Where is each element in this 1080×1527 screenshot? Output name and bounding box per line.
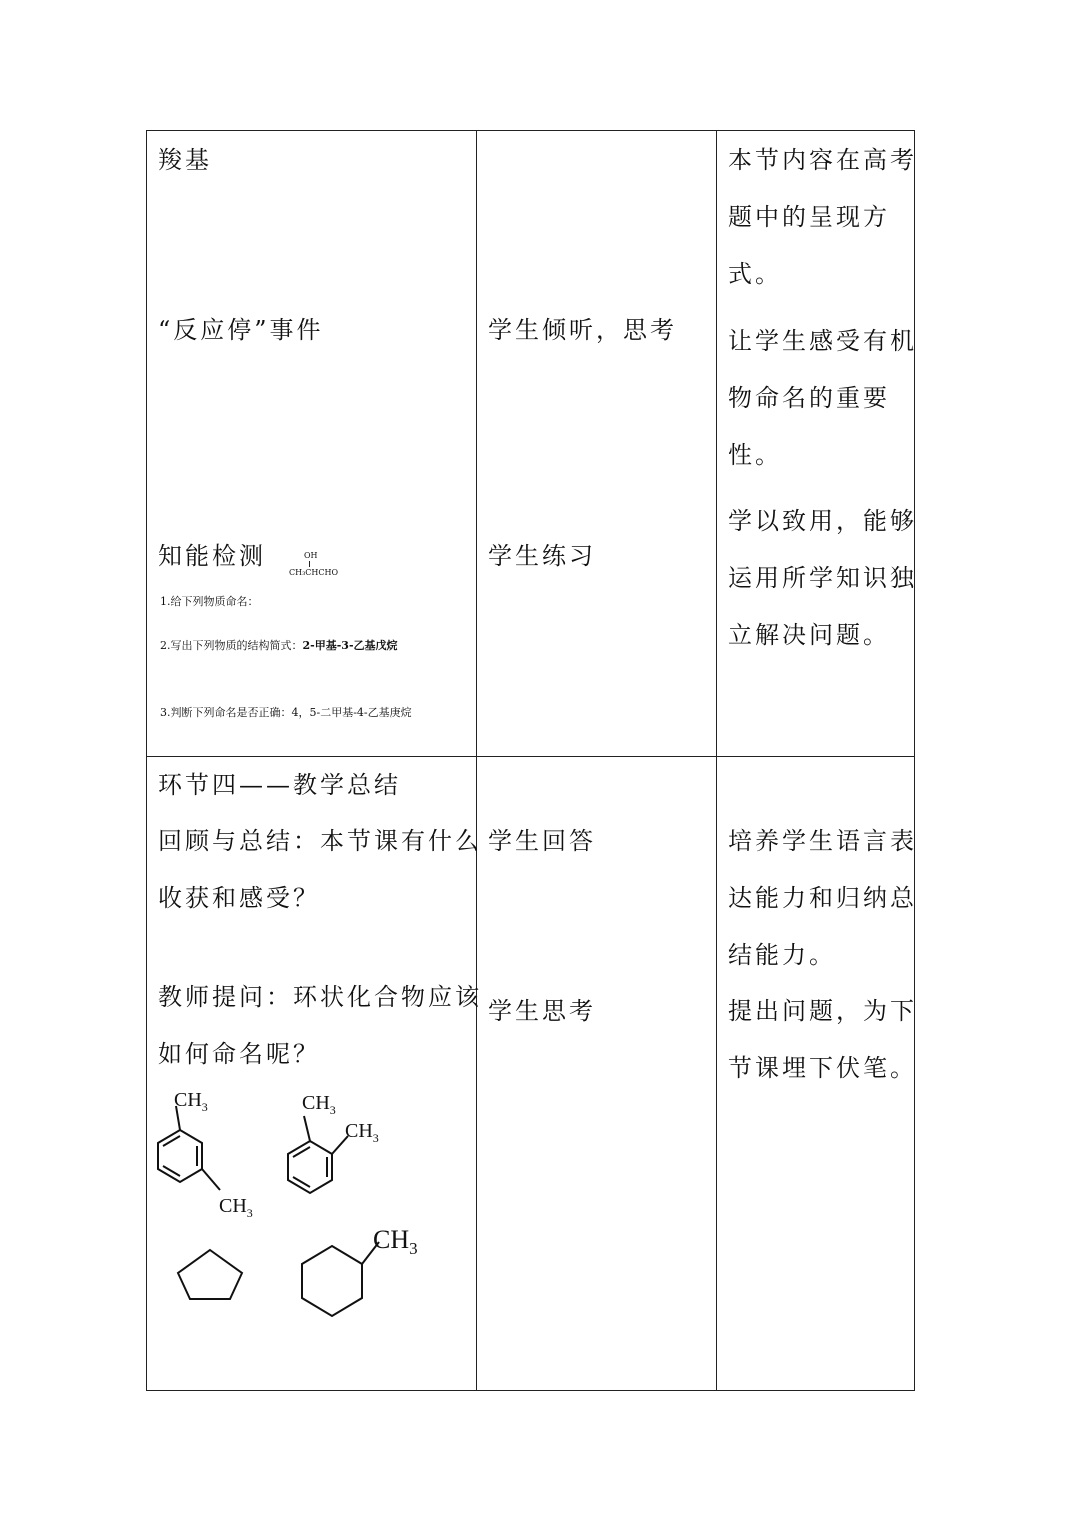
student-answer: 学生回答 bbox=[488, 827, 596, 855]
section-title: 环节四——教学总结 bbox=[158, 771, 401, 799]
student-think: 学生思考 bbox=[488, 997, 596, 1025]
purpose-3-line-2: 运用所学知识独 bbox=[728, 564, 917, 592]
formula-main: CH₃CHCHO bbox=[289, 568, 339, 577]
goal-1-line-3: 结能力。 bbox=[728, 941, 836, 969]
question-2 bbox=[160, 639, 398, 653]
student-listen: 学生倾听，思考 bbox=[488, 316, 677, 344]
goal-2-line-1: 提出问题，为下 bbox=[728, 997, 917, 1025]
ortho-xylene-structure bbox=[288, 1116, 348, 1193]
table-row-divider bbox=[146, 756, 915, 757]
table-border-bottom bbox=[146, 1390, 915, 1391]
cyclopentane-structure bbox=[178, 1250, 242, 1299]
goal-1-line-1: 培养学生语言表 bbox=[728, 827, 917, 855]
question-2-prefix: 2.写出下列物质的结构简式： bbox=[160, 639, 303, 652]
question-2-compound: 2-甲基-3-乙基戊烷 bbox=[302, 639, 398, 652]
meta-xylene-structure bbox=[158, 1106, 220, 1190]
ch3-label-ortho-top: $CH_3$ bbox=[302, 1092, 336, 1117]
methylcyclohexane-structure bbox=[302, 1242, 379, 1316]
ch3-label-cyclohexane: $CH_3$ bbox=[373, 1225, 418, 1258]
review-line-2: 收获和感受？ bbox=[158, 884, 320, 912]
purpose-2-line-3: 性。 bbox=[728, 441, 782, 469]
question-line-1: 教师提问：环状化合物应该 bbox=[158, 983, 482, 1011]
purpose-3-line-1: 学以致用，能够 bbox=[728, 507, 917, 535]
review-line-1: 回顾与总结：本节课有什么 bbox=[158, 827, 482, 855]
table-col-divider-1 bbox=[476, 130, 477, 1391]
formula-bond bbox=[309, 561, 310, 567]
question-1: 1.给下列物质命名： bbox=[160, 595, 259, 608]
formula-oh: OH bbox=[304, 551, 318, 560]
purpose-2-line-1: 让学生感受有机 bbox=[728, 327, 917, 355]
event-text: “反应停”事件 bbox=[158, 316, 324, 344]
student-practice: 学生练习 bbox=[488, 542, 596, 570]
purpose-1-line-2: 题中的呈现方 bbox=[728, 203, 890, 231]
purpose-1-line-3: 式。 bbox=[728, 260, 782, 288]
purpose-1-line-1: 本节内容在高考 bbox=[728, 146, 917, 174]
ch3-label-meta-top: $CH_3$ bbox=[174, 1089, 208, 1114]
purpose-3-line-3: 立解决问题。 bbox=[728, 621, 890, 649]
ch3-label-meta-bottom: $CH_3$ bbox=[219, 1195, 253, 1220]
check-title: 知能检测 bbox=[158, 542, 266, 570]
carboxyl-text: 羧基 bbox=[158, 146, 212, 174]
ch3-label-ortho-side: $CH_3$ bbox=[345, 1120, 379, 1145]
table-border-top bbox=[146, 130, 915, 131]
table-col-divider-2 bbox=[716, 130, 717, 1391]
ring-structures bbox=[146, 1080, 476, 1340]
goal-2-line-2: 节课埋下伏笔。 bbox=[728, 1054, 917, 1082]
question-line-2: 如何命名呢？ bbox=[158, 1040, 320, 1068]
purpose-2-line-2: 物命名的重要 bbox=[728, 384, 890, 412]
table-border-right bbox=[914, 130, 915, 1391]
goal-1-line-2: 达能力和归纳总 bbox=[728, 884, 917, 912]
question-3: 3.判断下列命名是否正确：4，5-二甲基-4-乙基庚烷 bbox=[160, 706, 412, 719]
